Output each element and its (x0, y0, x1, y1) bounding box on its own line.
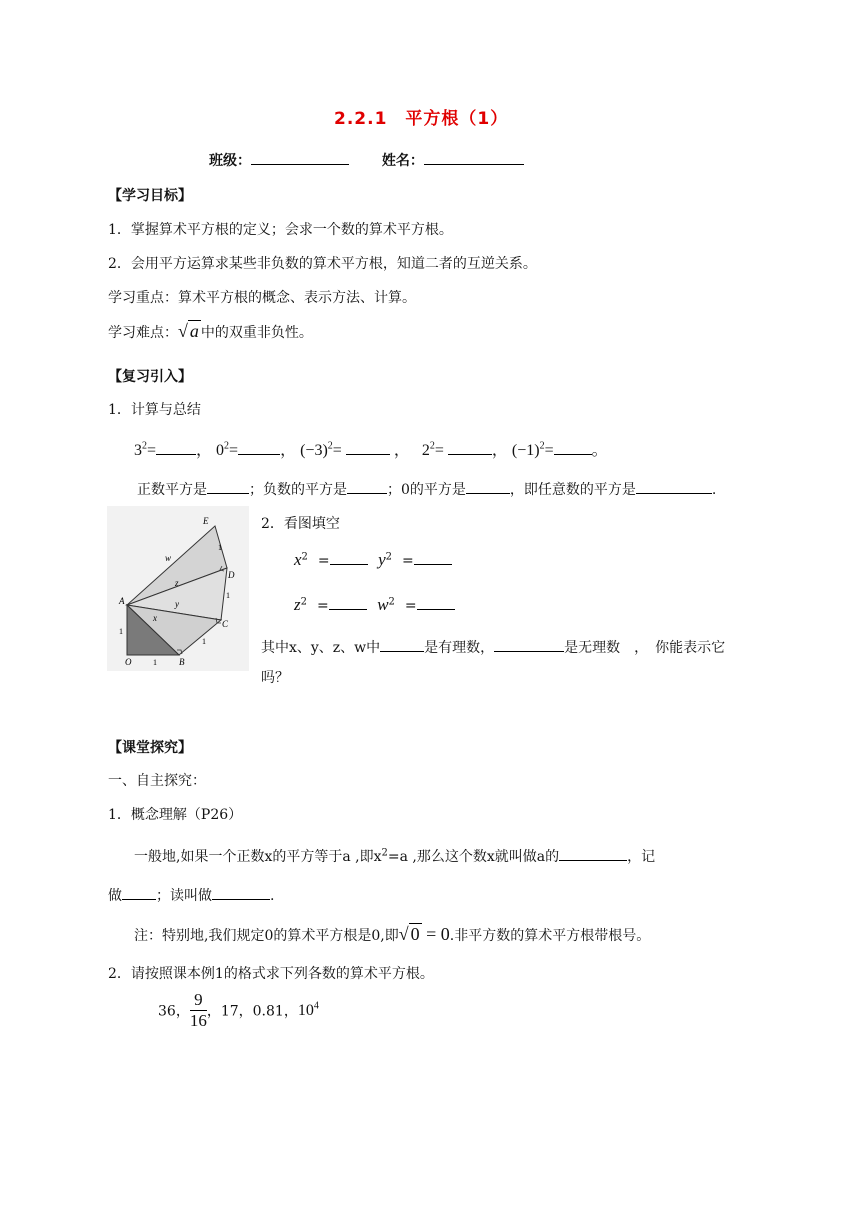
summary-blank-1[interactable] (207, 481, 249, 494)
goals-heading: 【学习目标】 (108, 188, 192, 204)
review-item-1: 1．计算与总结 (108, 402, 201, 418)
key-point: 学习重点：算术平方根的概念、表示方法、计算。 (108, 290, 416, 306)
pythagorean-spiral-figure (107, 506, 249, 671)
goal-item-1: 1．掌握算术平方根的定义；会求一个数的算术平方根。 (108, 222, 453, 238)
numbers-list: 36， $\frac{9}{16}$ ，17，0.81，$10^4$ (158, 990, 319, 1030)
fraction-9-16: $\frac{9}{16}$ (189, 990, 207, 1030)
calc-blank-1[interactable] (156, 442, 196, 455)
explore-item-2: 2．请按照课本例1的格式求下列各数的算术平方根。 (108, 966, 434, 982)
difficulty-line (108, 321, 313, 342)
label-1-cb: 1 (202, 637, 206, 646)
class-label: 班级： (209, 153, 251, 169)
label-z: z (175, 578, 179, 588)
definition-line-1: 一般地,如果一个正数x的平方等于a ,即$x^2=a$ ,那么这个数x就叫做a的 ，记 (134, 847, 656, 865)
label-D: D (228, 570, 235, 580)
calc-row: $3^2=$ ， $0^2=$ ， $(-3)^2=$ ， $2^2=$ ， $(-1)^2=$ 。 (134, 440, 608, 459)
label-B: B (179, 657, 185, 667)
explore-sub-1: 一、自主探究： (108, 773, 206, 789)
difficulty-suffix: 中的双重非负性。 (200, 325, 313, 341)
def-blank-3[interactable] (212, 887, 270, 900)
label-y: y (175, 599, 179, 609)
label-C: C (222, 619, 229, 629)
page-title: 2.2.1 平方根（1） (334, 109, 509, 129)
fill-blank-w[interactable] (417, 597, 455, 610)
fill-blank-x[interactable] (330, 552, 368, 565)
name-label: 姓名： (381, 153, 424, 169)
calc-blank-4[interactable] (448, 442, 492, 455)
label-x: x (153, 613, 157, 623)
label-1-dc: 1 (226, 591, 230, 600)
label-A: A (119, 596, 125, 606)
label-O: O (125, 657, 132, 667)
fill-blank-y[interactable] (414, 552, 452, 565)
irrational-blank[interactable] (494, 639, 564, 652)
definition-line-2: 做 ；读叫做 . (108, 888, 275, 904)
note-line: 注：特别地,我们规定0的算术平方根是0,即√ 0 = 0.非平方数的算术平方根带根号。 (134, 924, 651, 944)
label-w: w (165, 553, 172, 563)
review-heading: 【复习引入】 (108, 369, 192, 385)
def-blank-2[interactable] (122, 887, 156, 900)
spiral-svg (107, 506, 249, 671)
fill-blank-z[interactable] (329, 597, 367, 610)
name-blank[interactable] (424, 152, 524, 165)
sqrt-zero-formula: √ 0 = 0 (398, 924, 450, 944)
question-line-2: 吗？ (261, 670, 289, 686)
class-blank[interactable] (251, 152, 349, 165)
goal-item-2: 2．会用平方运算求某些非负数的算术平方根，知道二者的互逆关系。 (108, 256, 537, 272)
fill-row-1: $x^2 = y^2$ = (294, 550, 452, 570)
calc-blank-2[interactable] (238, 442, 280, 455)
summary-blank-2[interactable] (347, 481, 387, 494)
label-1-ed: 1 (218, 543, 222, 552)
label-1-ao: 1 (119, 627, 123, 636)
difficulty-prefix: 学习难点： (108, 325, 178, 341)
calc-blank-5[interactable] (554, 442, 592, 455)
sqrt-a-formula: √ a (178, 321, 199, 341)
question-line-1: 其中x、y、z、w中 是有理数， 是无理数 ， 你能表示它 (261, 640, 726, 656)
fill-row-2: $z^2 = w^2$ = (294, 595, 455, 615)
summary-blank-3[interactable] (466, 481, 510, 494)
review-item-2: 2．看图填空 (261, 516, 340, 532)
summary-blank-4[interactable] (636, 481, 712, 494)
calc-blank-3[interactable] (346, 442, 390, 455)
def-blank-1[interactable] (559, 848, 627, 861)
class-name-line (209, 150, 524, 170)
rational-blank[interactable] (380, 639, 424, 652)
label-E: E (203, 516, 209, 526)
explore-item-1: 1．概念理解（P26） (108, 807, 243, 823)
summary-row: 正数平方是 ；负数的平方是 ；0的平方是 ，即任意数的平方是 . (137, 482, 717, 498)
label-1-ob: 1 (153, 658, 157, 667)
explore-heading: 【课堂探究】 (108, 740, 192, 756)
